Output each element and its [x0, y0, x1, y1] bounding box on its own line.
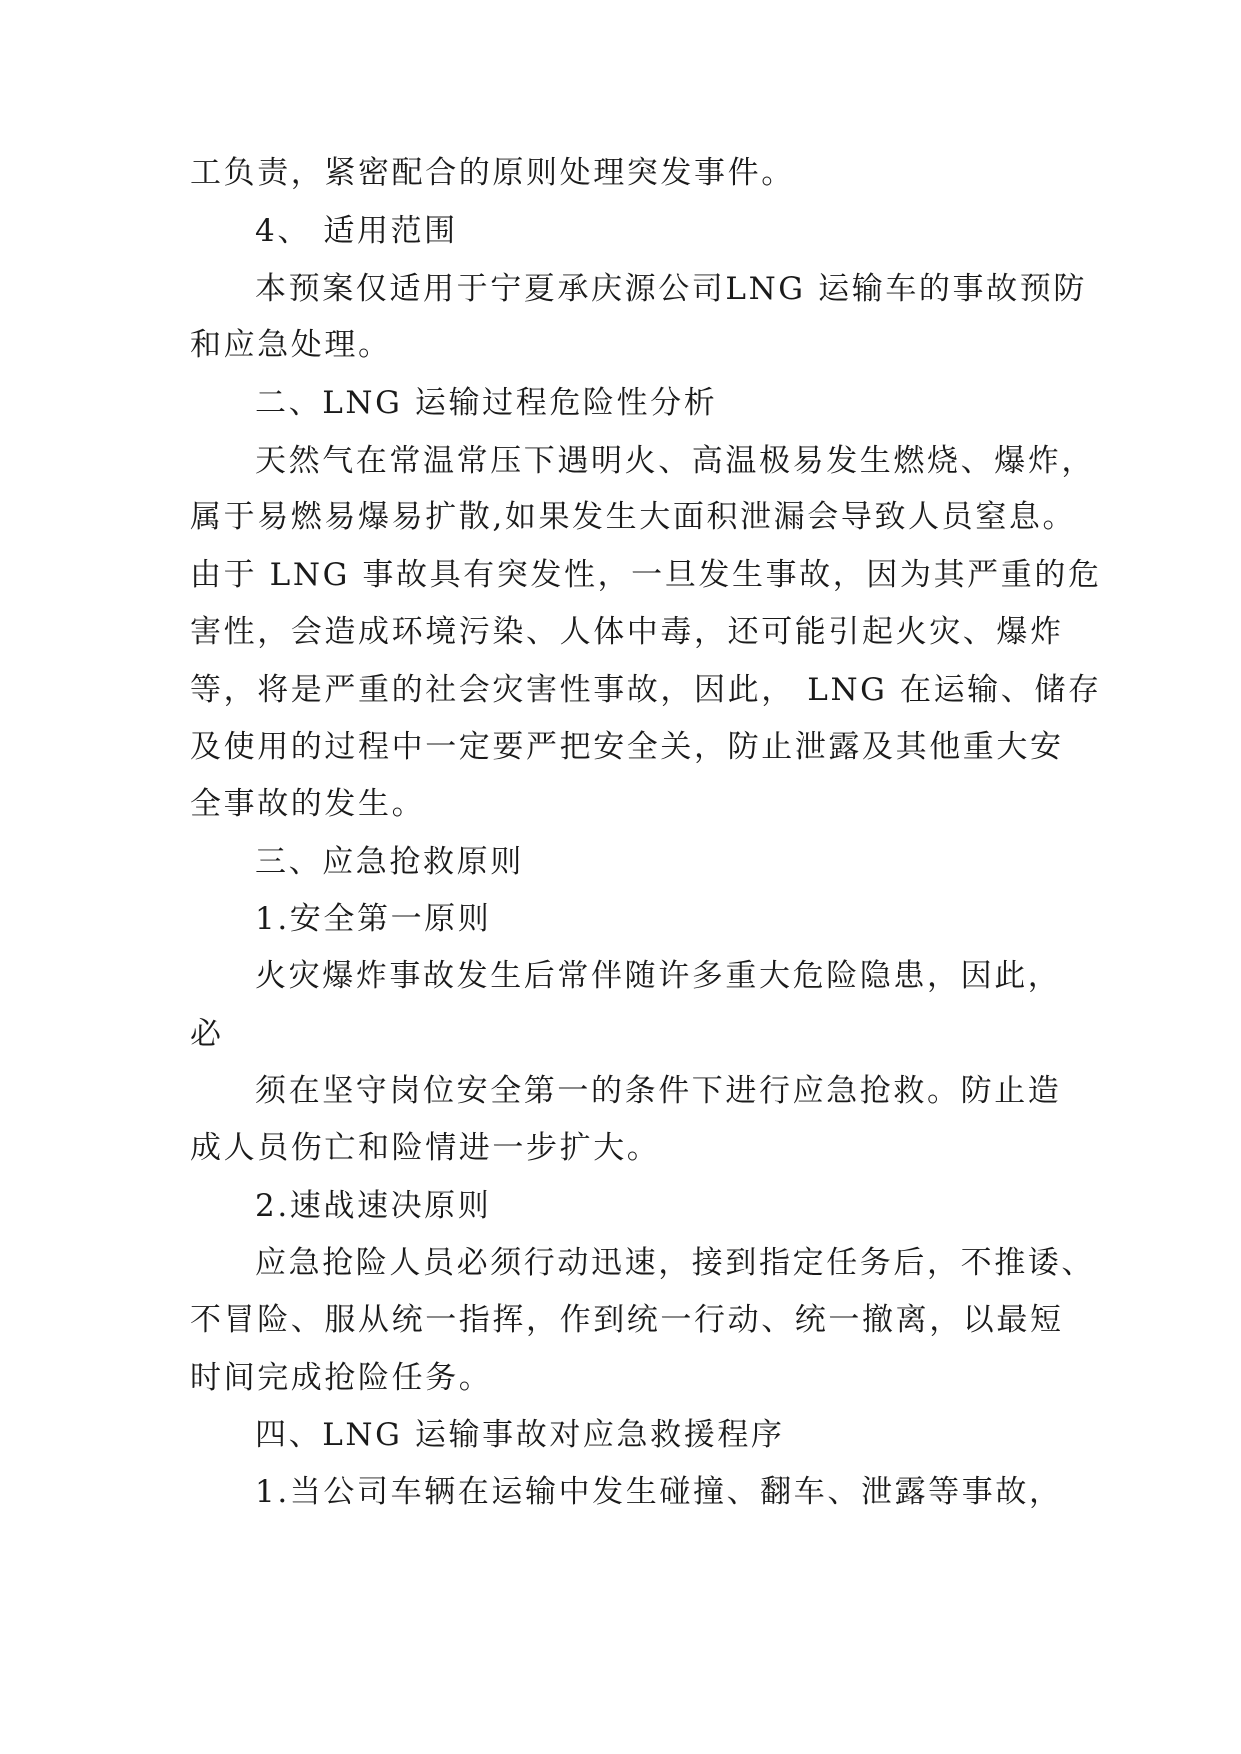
body-text-line: 害性，会造成环境污染、人体中毒，还可能引起火灾、爆炸 — [190, 614, 1064, 650]
section-heading: 二、LNG 运输过程危险性分析 — [255, 385, 718, 421]
body-text-line: 不冒险、服从统一指挥，作到统一行动、统一撤离，以最短 — [190, 1302, 1064, 1338]
body-text-line: 和应急处理。 — [190, 327, 392, 363]
paragraph-start: 本预案仅适用于宁夏承庆源公司LNG 运输车的事故预防 — [255, 271, 1087, 307]
subsection-heading: 2.速战速决原则 — [255, 1188, 492, 1224]
body-text-line: 及使用的过程中一定要严把安全关，防止泄露及其他重大安 — [190, 729, 1064, 765]
body-text-line: 必 — [190, 1016, 224, 1052]
paragraph-start: 1.当公司车辆在运输中发生碰撞、翻车、泄露等事故， — [255, 1474, 1063, 1510]
body-text-line: 全事故的发生。 — [190, 786, 426, 822]
paragraph-start: 火灾爆炸事故发生后常伴随许多重大危险隐患，因此， — [255, 958, 1062, 994]
section-heading: 三、应急抢救原则 — [255, 844, 524, 880]
body-text-line: 时间完成抢险任务。 — [190, 1360, 493, 1396]
subsection-heading: 1.安全第一原则 — [255, 901, 492, 937]
paragraph-start: 应急抢险人员必须行动迅速，接到指定任务后，不推诿、 — [255, 1245, 1095, 1281]
body-text-line: 由于 LNG 事故具有突发性，一旦发生事故，因为其严重的危 — [190, 557, 1102, 593]
section-heading: 四、LNG 运输事故对应急救援程序 — [255, 1417, 785, 1453]
paragraph-start: 须在坚守岗位安全第一的条件下进行应急抢救。防止造 — [255, 1073, 1062, 1109]
body-text-line: 等，将是严重的社会灾害性事故，因此， LNG 在运输、储存 — [190, 672, 1102, 708]
body-text-line: 属于易燃易爆易扩散,如果发生大面积泄漏会导致人员窒息。 — [190, 499, 1077, 535]
section-heading: 4、 适用范围 — [255, 213, 458, 249]
body-text-line: 工负责，紧密配合的原则处理突发事件。 — [190, 155, 795, 191]
paragraph-start: 天然气在常温常压下遇明火、高温极易发生燃烧、爆炸， — [255, 443, 1095, 479]
body-text-line: 成人员伤亡和险情进一步扩大。 — [190, 1130, 661, 1166]
